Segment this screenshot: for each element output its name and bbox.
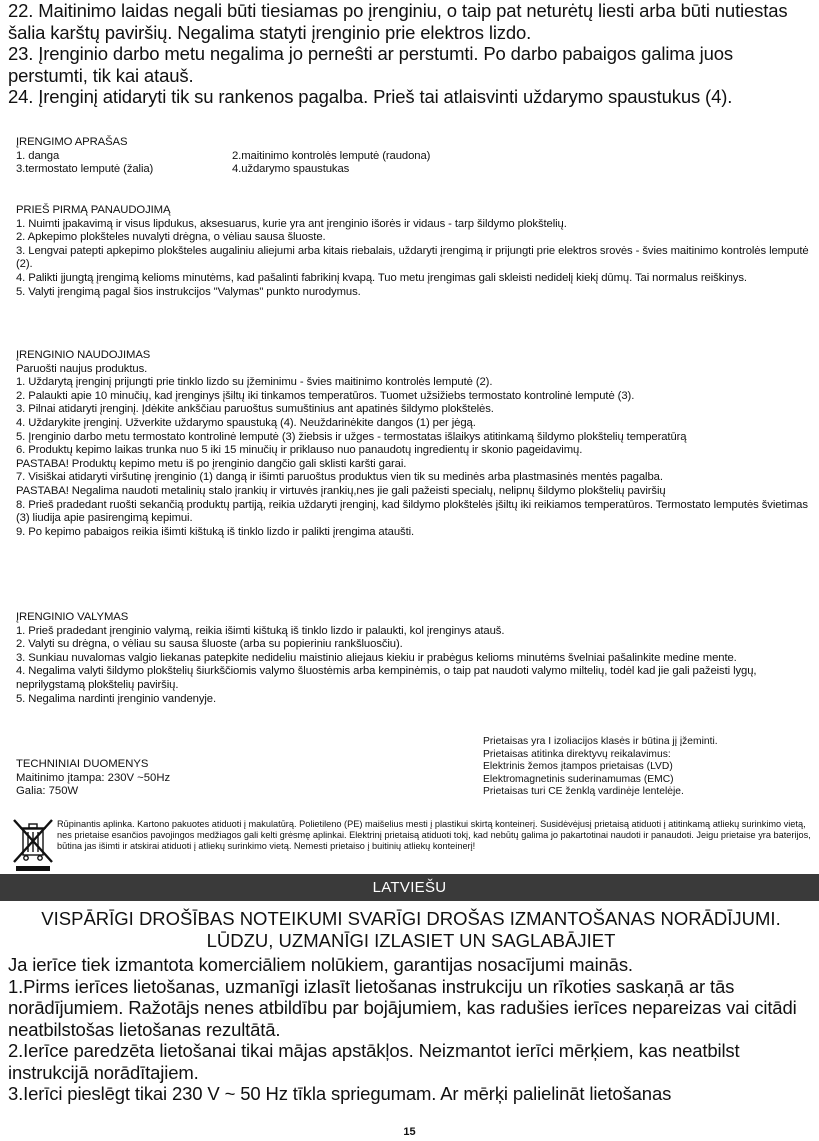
cert-line: Elektrinis žemos įtampos prietaisas (LVD) <box>483 761 673 773</box>
cert-line: Elektromagnetinis suderinamumas (EMC) <box>483 773 674 785</box>
list-item: 5. Įrenginio darbo metu termostato kontrolinė lemputė (3) žiebsis ir užges - termostatas išlaikys atitinkamą šildymo plokštelių temperatūrą <box>16 430 687 443</box>
safety-item-22: 22. Maitinimo laidas negali būti tiesiamas po įrenginiu, o taip pat neturėtų liesti arba būti nutiestas šalia karštų paviršių. Negalima statyti įrenginio prie elektros lizdo. <box>8 0 788 43</box>
cert-line: Prietaisas turi CE ženklą vardinėje lentelėje. <box>483 786 684 798</box>
technical-data-section <box>16 758 170 799</box>
lv-item: 3.Ierīci pieslēgt tikai 230 V ~ 50 Hz tīkla spriegumam. Ar mērķi palielināt lietošanas <box>8 1083 672 1104</box>
section-heading: TECHNINIAI DUOMENYS <box>16 758 149 770</box>
list-item: 2. Valyti su drėgna, o vėliau su sausa šluoste (arba su popieriniu rankšluosčiu). <box>16 638 403 651</box>
lv-item: 2.Ierīce paredzēta lietošanai tikai mājas apstākļos. Neizmantot ierīci mērķiem, kas neatbilst instrukcijā norādītajiem. <box>8 1040 740 1083</box>
language-banner: LATVIEŠU <box>0 874 819 901</box>
list-item: 4. Uždarykite įrenginį. Užverkite uždarymo spaustuką (4). Neuždarinėkite dangos (1) per jėgą. <box>16 416 476 429</box>
list-item: 8. Prieš pradedant ruošti sekančią produktų partiją, reikia uždaryti įrenginį, kad šildymo plokštelės įšiltų iki reikiamos temperatūros. Termostato lemputės švietimas (3) liudija apie pasirengimą kepimui. <box>16 498 808 525</box>
description-row: 1. danga 2.maitinimo kontrolės lemputė (raudona) <box>16 149 431 162</box>
section-heading: ĮRENGIMO APRAŠAS <box>16 136 128 148</box>
list-item: 1. Uždarytą įrenginį prijungti prie tinklo lizdo su įžeminimu - švies maitinimo kontrolės lemputė (2). <box>16 376 493 389</box>
usage-section <box>16 349 816 539</box>
list-item: PASTABA! Produktų kepimo metu iš po įrenginio dangčio gali sklisti karšti garai. <box>16 457 407 470</box>
list-item: 6. Produktų kepimo laikas trunka nuo 5 iki 15 minučių ir priklauso nuo panaudotų ingredientų ir skonio pageidavimų. <box>16 444 583 457</box>
latvian-safety-items <box>8 954 814 1105</box>
certification-notes <box>483 736 813 799</box>
cleaning-section <box>16 611 816 706</box>
list-item: PASTABA! Negalima naudoti metalinių stalo įrankių ir virtuvės įrankių,nes jie gali pažeisti specialų, nelipnų šildymo plokštelių paviršių <box>16 484 666 497</box>
list-item: 3. Pilnai atidaryti įrenginį. Įdėkite ankščiau paruoštus sumuštinius ant apatinės šildymo plokštelės. <box>16 403 494 416</box>
section-heading: ĮRENGINIO VALYMAS <box>16 611 129 623</box>
list-item: 5. Negalima nardinti įrenginio vandenyje. <box>16 692 216 705</box>
lv-item: Ja ierīce tiek izmantota komerciāliem nolūkiem, garantijas nosacījumi mainās. <box>8 954 633 975</box>
list-item: 5. Valyti įrengimą pagal šios instrukcijos "Valymas" punkto nurodymus. <box>16 285 361 298</box>
list-item: 2. Palaukti apie 10 minučių, kad įrenginys įšiltų iki tinkamos temperatūros. Tuomet užsižiebs termostato kontrolinė lemputė (3). <box>16 389 635 402</box>
lv-item: 1.Pirms ierīces lietošanas, uzmanīgi izlasīt lietošanas instrukciju un rīkoties saskaņā ar tās norādījumiem. Ražotājs nenes atbildību par bojājumiem, kas radušies ierīces nepareizas vai citādi neatbilstošas lietošanas rezultātā. <box>8 975 797 1040</box>
list-item: 9. Po kepimo pabaigos reikia išimti kištuką iš tinklo lizdo ir palikti įrengima ataušti. <box>16 525 415 538</box>
list-item: Paruošti naujus produktus. <box>16 362 148 375</box>
recycling-text: Rūpinantis aplinka. Kartono pakuotes atiduoti į makulatūrą. Polietileno (PE) maišelius mesti į plastikui skirtą konteinerį. Susidėvėjusį prietaisą atiduoti į atitinkamą atliekų surinkimo vietą, nes prietaise esančios pavojingos medžiagos gali kelti grėsmę aplinkai. Elektrinį prietaisą atiduoti tokį, kad nebūtų galima jo pakartotinai naudoti ir panaudoti. Jeigu prietaise yra baterijos, būtina jas išimti ir atskirai atiduoti į atliekų surinkimo vietą. Nemesti prietaiso į buitinių atliekų konteinerį! <box>57 819 811 851</box>
list-item: 4. Palikti įjungtą įrengimą kelioms minutėms, kad pašalinti fabrikinį kvapą. Tuo metu įrengimas gali skleisti nedidelį kiekį dūmų. Tai normalus reiškinys. <box>16 271 747 284</box>
lv-title-line: LŪDZU, UZMANĪGI IZLASIET UN SAGLABĀJIET <box>206 930 616 951</box>
list-item: 2. Apkepimo plokšteles nuvalyti drėgna, o vėliau sausa šluoste. <box>16 231 326 244</box>
latvian-safety-title <box>8 908 814 952</box>
recycling-notice <box>10 816 816 872</box>
section-heading: PRIEŠ PIRMĄ PANAUDOJIMĄ <box>16 204 171 216</box>
section-heading: ĮRENGINIO NAUDOJIMAS <box>16 349 151 361</box>
tech-power: Galia: 750W <box>16 785 79 798</box>
first-use-section <box>16 204 816 299</box>
list-item: 1. Nuimti įpakavimą ir visus lipdukus, aksesuarus, kurie yra ant įrenginio išorės ir vidaus - tarp šildymo plokštelių. <box>16 217 567 230</box>
safety-item-23: 23. Įrenginio darbo metu negalima jo perneŝti ar perstumti. Po darbo pabaigos galima juos perstumti, tik kai atauš. <box>8 43 734 86</box>
list-item: 4. Negalima valyti šildymo plokštelių šiurkščiomis valymo šluostėmis arba kempinėmis, o taip pat naudoti valymo miltelių, todėl kad jie gali pažeisti lygų, neprilygstamą plokštelių paviršių. <box>16 665 757 691</box>
cert-line: Prietaisas atitinka direktyvų reikalavimus: <box>483 748 671 760</box>
crossed-bin-icon <box>10 816 56 872</box>
tech-voltage: Maitinimo įtampa: 230V ~50Hz <box>16 771 171 784</box>
page-number: 15 <box>403 1126 416 1138</box>
list-item: 7. Visiškai atidaryti viršutinę įrenginio (1) dangą ir išimti paruoštus produktus vien tik su medinės arba plastmasinės mentės pagalba. <box>16 471 663 484</box>
cert-line: Prietaisas yra I izoliacijos klasės ir būtina jį įžeminti. <box>483 736 718 747</box>
list-item: 1. Prieš pradedant įrenginio valymą, reikia išimti kištuką iš tinklo lizdo ir palaukti, kol įrenginys atauš. <box>16 624 505 637</box>
description-row: 3.termostato lemputė (žalia) 4.uždarymo spaustukas <box>16 163 350 176</box>
safety-items-continued <box>8 0 814 108</box>
lv-title-line: VISPĀRĪGI DROŠĪBAS NOTEIKUMI SVARĪGI DROŠAS IZMANTOŠANAS NORĀDĪJUMI. <box>41 908 781 929</box>
list-item: 3. Lengvai patepti apkepimo plokšteles augaliniu aliejumi arba kitais riebalais, uždaryti įrengimą ir prijungti prie elektros srovės - švies maitinimo kontrolės lemputė (2). <box>16 244 809 271</box>
list-item: 3. Sunkiau nuvalomas valgio liekanas patepkite nedideliu maistinio aliejaus kiekiu ir prabėgus kelioms minutėms švelniai pašalinkite medine mente. <box>16 651 737 664</box>
device-description-section <box>16 136 816 177</box>
safety-item-24: 24. Įrenginį atidaryti tik su rankenos pagalba. Prieš tai atlaisvinti uždarymo spaustukus (4). <box>8 86 733 107</box>
